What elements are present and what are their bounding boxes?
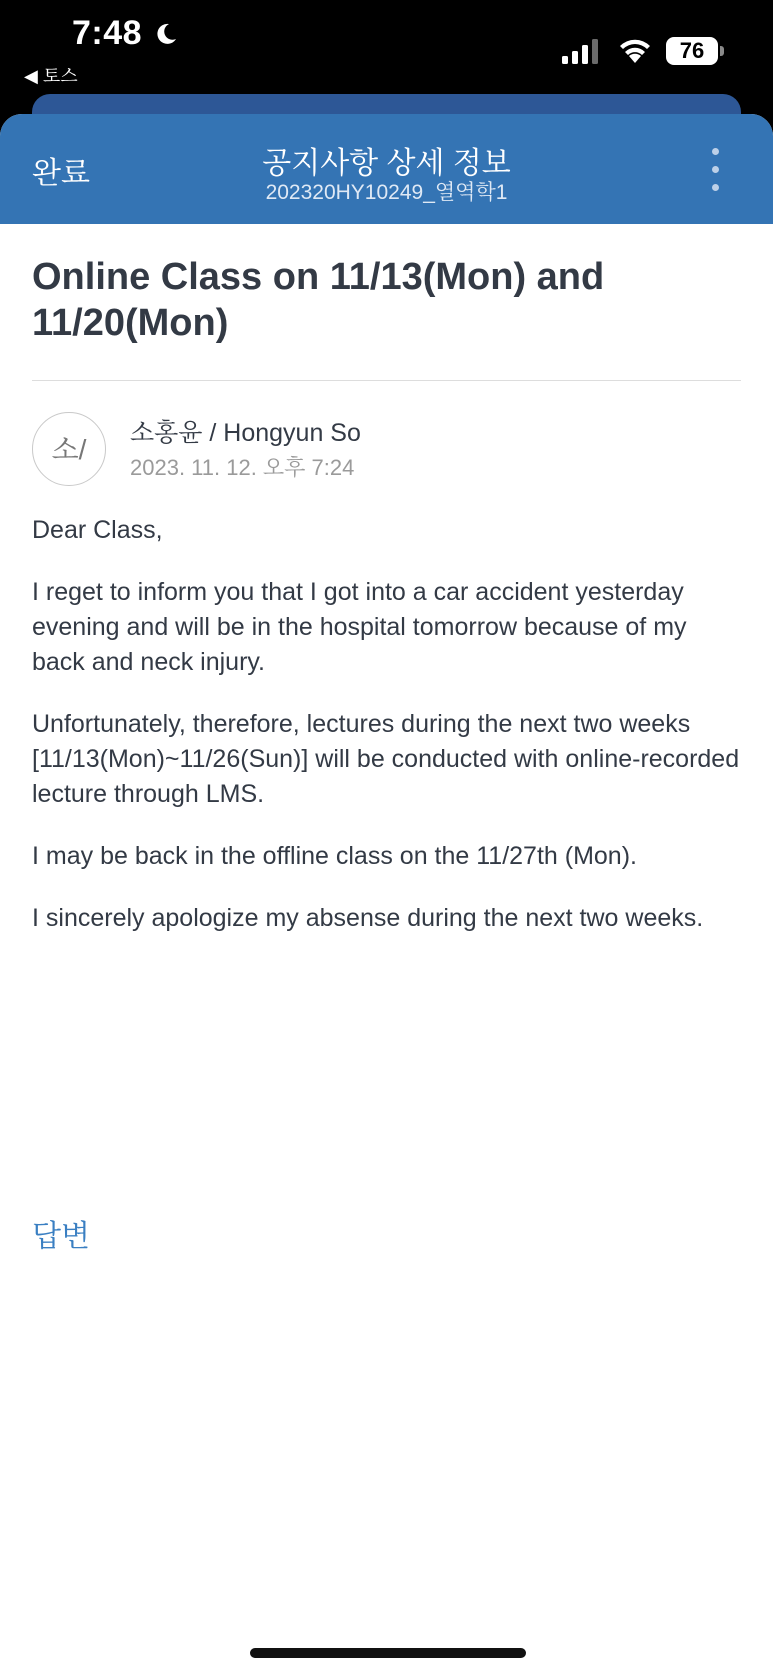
navigation-bar <box>0 114 773 224</box>
nav-subtitle: 202320HY10249_열역학1 <box>265 181 508 204</box>
post-body <box>32 513 741 936</box>
reply-button[interactable]: 답변 <box>32 1220 90 1253</box>
moon-icon <box>154 22 178 46</box>
notice-detail-sheet <box>0 114 773 1673</box>
post-paragraph: I sincerely apologize my absense during the next two weeks. <box>32 904 704 932</box>
wifi-icon <box>618 36 652 64</box>
more-dot <box>712 148 719 155</box>
post-paragraph: I may be back in the offline class on the 11/27th (Mon). <box>32 842 637 870</box>
post-paragraph: Unfortunately, therefore, lectures during the next two weeks [11/13(Mon)~11/26(Sun)] will be conducted with online-recorded lecture through LMS. <box>32 710 740 808</box>
author-row <box>32 409 741 513</box>
post-paragraph: I reget to inform you that I got into a car accident yesterday evening and will be in the hospital tomorrow because of my back and neck injury. <box>32 578 687 676</box>
more-dot <box>712 184 719 191</box>
post-title: Online Class on 11/13(Mon) and 11/20(Mon) <box>32 256 605 344</box>
post-paragraph: Dear Class, <box>32 516 163 544</box>
back-to-app-link[interactable]: ◀ 토스 <box>24 66 78 86</box>
status-time: 7:48 <box>72 14 143 52</box>
nav-title: 공지사항 상세 정보 <box>262 147 511 180</box>
more-vertical-icon[interactable] <box>708 148 724 192</box>
avatar: 소/ <box>32 412 106 486</box>
author-name: 소홍윤 / Hongyun So <box>130 419 361 447</box>
post-date: 2023. 11. 12. 오후 7:24 <box>130 455 355 480</box>
notice-content <box>0 254 773 936</box>
done-button[interactable]: 완료 <box>32 157 90 190</box>
home-indicator[interactable] <box>250 1648 526 1658</box>
divider <box>32 380 741 381</box>
more-dot <box>712 166 719 173</box>
cellular-signal-icon <box>562 38 600 64</box>
battery-tip <box>720 46 724 56</box>
battery-indicator: 76 <box>666 37 718 65</box>
